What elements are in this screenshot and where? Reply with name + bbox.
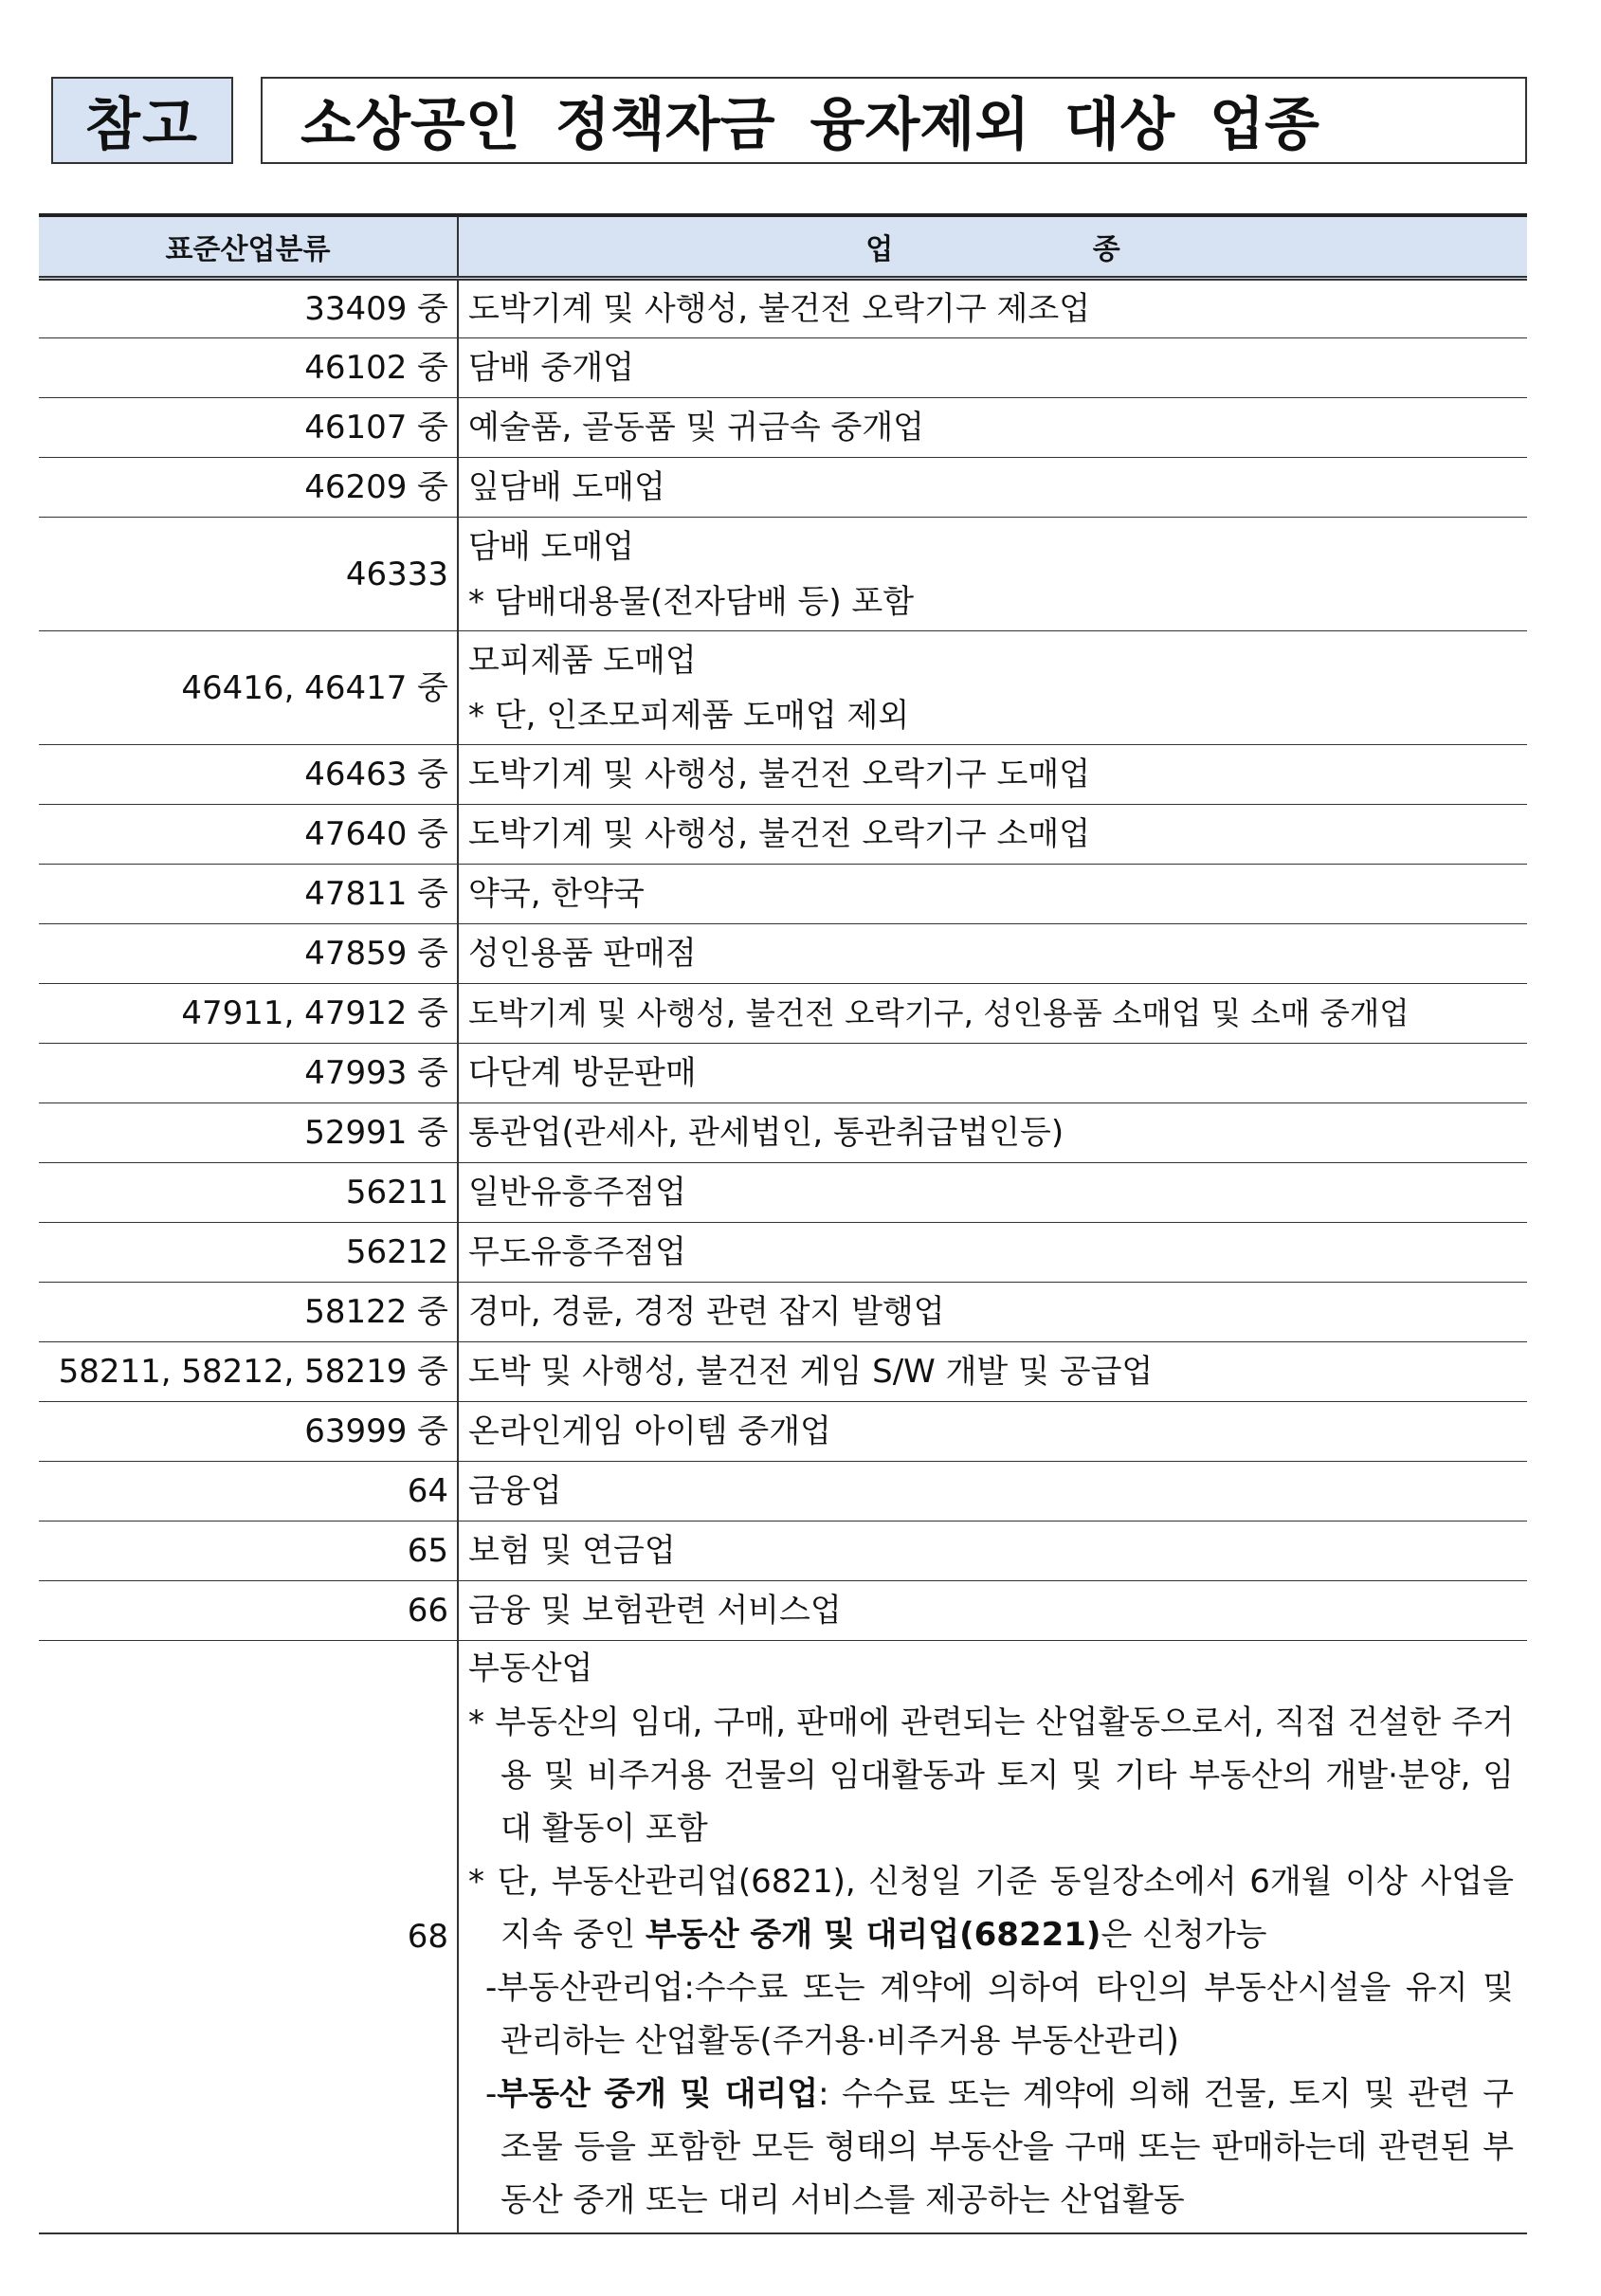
table-row bbox=[39, 1103, 1527, 1163]
description-line: 부동산업 bbox=[468, 1649, 593, 1687]
industry-code: 46107 중 bbox=[39, 398, 458, 458]
industry-description bbox=[458, 1641, 1527, 2234]
industry-code: 33409 중 bbox=[39, 279, 458, 338]
industry-description: 일반유흥주점업 bbox=[458, 1163, 1527, 1223]
industry-code: 47911, 47912 중 bbox=[39, 984, 458, 1044]
industry-description bbox=[458, 631, 1527, 745]
table-row bbox=[39, 1462, 1527, 1522]
industry-code: 66 bbox=[39, 1581, 458, 1641]
table-row bbox=[39, 518, 1527, 631]
table-row bbox=[39, 1223, 1527, 1283]
table-row bbox=[39, 458, 1527, 518]
industry-code: 47811 중 bbox=[39, 865, 458, 924]
table-row bbox=[39, 1044, 1527, 1103]
table-row bbox=[39, 1283, 1527, 1342]
reference-tag: 참고 bbox=[51, 77, 233, 164]
table-row bbox=[39, 745, 1527, 805]
table-row bbox=[39, 984, 1527, 1044]
excluded-industries-table bbox=[39, 213, 1527, 2234]
industry-description: 경마, 경륜, 경정 관련 잡지 발행업 bbox=[458, 1283, 1527, 1342]
description-line: 담배 도매업 bbox=[468, 527, 635, 566]
industry-description: 도박기계 및 사행성, 불건전 오락기구 도매업 bbox=[458, 745, 1527, 805]
industry-code: 63999 중 bbox=[39, 1402, 458, 1462]
table-row bbox=[39, 1581, 1527, 1641]
table-row bbox=[39, 631, 1527, 745]
page-title: 소상공인 정책자금 융자제외 대상 업종 bbox=[261, 77, 1527, 164]
column-header-classification: 표준산업분류 bbox=[39, 215, 458, 279]
industry-code: 56211 bbox=[39, 1163, 458, 1223]
industry-description: 도박기계 및 사행성, 불건전 오락기구 소매업 bbox=[458, 805, 1527, 865]
industry-description: 다단계 방문판매 bbox=[458, 1044, 1527, 1103]
description-note: * 담배대용물(전자담배 등) 포함 bbox=[468, 582, 915, 621]
industry-code: 46102 중 bbox=[39, 338, 458, 398]
industry-code: 58122 중 bbox=[39, 1283, 458, 1342]
industry-description bbox=[458, 518, 1527, 631]
industry-code: 46209 중 bbox=[39, 458, 458, 518]
industry-code: 56212 bbox=[39, 1223, 458, 1283]
description-note: -부동산 중개 및 대리업: 수수료 또는 계약에 의해 건물, 토지 및 관련 구조물 등을 포함한 모든 형태의 부동산을 구매 또는 판매하는데 관련된 부동산 중개 또는 대리 서비스를 제공하는 산업활동 bbox=[485, 2075, 1514, 2219]
table-row bbox=[39, 1342, 1527, 1402]
industry-description: 금융업 bbox=[458, 1462, 1527, 1522]
column-header-industry: 업 종 bbox=[458, 215, 1527, 279]
industry-code: 52991 중 bbox=[39, 1103, 458, 1163]
industry-code: 46333 bbox=[39, 518, 458, 631]
industry-description: 도박기계 및 사행성, 불건전 오락기구 제조업 bbox=[458, 279, 1527, 338]
table-row bbox=[39, 924, 1527, 984]
industry-description: 도박 및 사행성, 불건전 게임 S/W 개발 및 공급업 bbox=[458, 1342, 1527, 1402]
description-line: 모피제품 도매업 bbox=[468, 641, 697, 680]
table-row bbox=[39, 338, 1527, 398]
table-row bbox=[39, 279, 1527, 338]
table-row bbox=[39, 398, 1527, 458]
industry-code: 47993 중 bbox=[39, 1044, 458, 1103]
table-row bbox=[39, 1522, 1527, 1581]
industry-code: 47640 중 bbox=[39, 805, 458, 865]
table-row bbox=[39, 1402, 1527, 1462]
industry-description: 성인용품 판매점 bbox=[458, 924, 1527, 984]
table-row-real-estate bbox=[39, 1641, 1527, 2234]
table-row bbox=[39, 865, 1527, 924]
industry-description: 도박기계 및 사행성, 불건전 오락기구, 성인용품 소매업 및 소매 중개업 bbox=[458, 984, 1527, 1044]
industry-description: 예술품, 골동품 및 귀금속 중개업 bbox=[458, 398, 1527, 458]
industry-description: 약국, 한약국 bbox=[458, 865, 1527, 924]
industry-description: 잎담배 도매업 bbox=[458, 458, 1527, 518]
industry-description: 무도유흥주점업 bbox=[458, 1223, 1527, 1283]
description-note: * 단, 부동산관리업(6821), 신청일 기준 동일장소에서 6개월 이상 사업을 지속 중인 부동산 중개 및 대리업(68221)은 신청가능 bbox=[468, 1863, 1514, 1954]
industry-code: 64 bbox=[39, 1462, 458, 1522]
table-row bbox=[39, 1163, 1527, 1223]
description-note: * 부동산의 임대, 구매, 판매에 관련되는 산업활동으로서, 직접 건설한 주거용 및 비주거용 건물의 임대활동과 토지 및 기타 부동산의 개발·분양, 임대 활동이 포함 bbox=[468, 1704, 1514, 1848]
industry-description: 금융 및 보험관련 서비스업 bbox=[458, 1581, 1527, 1641]
description-note: * 단, 인조모피제품 도매업 제외 bbox=[468, 696, 910, 735]
industry-code: 58211, 58212, 58219 중 bbox=[39, 1342, 458, 1402]
industry-description: 통관업(관세사, 관세법인, 통관취급법인등) bbox=[458, 1103, 1527, 1163]
industry-description: 보험 및 연금업 bbox=[458, 1522, 1527, 1581]
industry-code: 47859 중 bbox=[39, 924, 458, 984]
industry-code: 68 bbox=[39, 1641, 458, 2234]
industry-code: 46463 중 bbox=[39, 745, 458, 805]
industry-description: 담배 중개업 bbox=[458, 338, 1527, 398]
table-row bbox=[39, 805, 1527, 865]
industry-description: 온라인게임 아이템 중개업 bbox=[458, 1402, 1527, 1462]
industry-code: 46416, 46417 중 bbox=[39, 631, 458, 745]
description-note: -부동산관리업:수수료 또는 계약에 의하여 타인의 부동산시설을 유지 및 관리하는 산업활동(주거용·비주거용 부동산관리) bbox=[485, 1969, 1514, 2060]
industry-code: 65 bbox=[39, 1522, 458, 1581]
